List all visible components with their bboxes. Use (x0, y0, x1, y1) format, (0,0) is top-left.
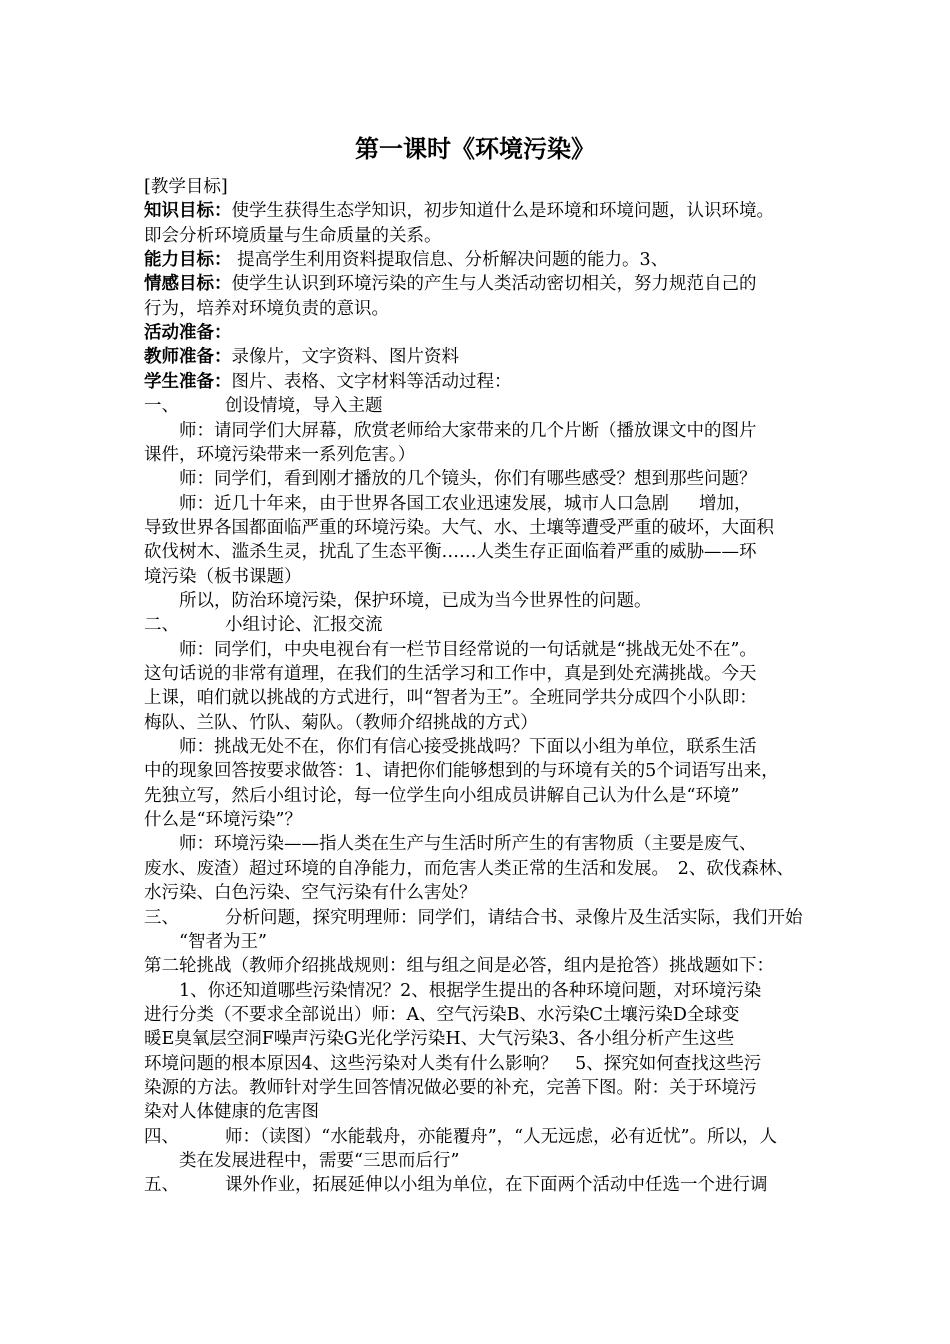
line-text: 导致世界各国都面临严重的环境污染。大气、水、土壤等遭受严重的破坏，大面积 (144, 517, 774, 538)
text-line (144, 1003, 824, 1027)
text-line (144, 857, 824, 881)
text-line (144, 1125, 824, 1149)
line-text: 第二轮挑战（教师介绍挑战规则：组与组之间是必答，组内是抢答）挑战题如下： (144, 956, 774, 977)
text-line (144, 906, 824, 930)
line-label: 能力目标： (144, 250, 232, 271)
line-text: 水污染、白色污染、空气污染有什么害处？ (144, 883, 477, 904)
text-line (144, 613, 824, 637)
line-text-continued: 师：（读图）“水能载舟，亦能覆舟”，“人无远虑，必有近忧”。所以，人 (225, 1126, 778, 1147)
line-text-continued: 课外作业，拓展延伸以小组为单位，在下面两个活动中任选一个进行调 (225, 1175, 768, 1196)
line-text: 二、 (144, 615, 179, 636)
line-text: 中的现象回答按要求做答：1、请把你们能够想到的与环境有关的5个词语写出来， (144, 761, 779, 782)
line-text: 师：环境污染——指人类在生产与生活时所产生的有害物质（主要是废气、 (144, 834, 757, 855)
line-text: 三、 (144, 907, 179, 928)
text-line (144, 784, 824, 808)
line-text-continued: 增加， (699, 493, 752, 514)
text-line (144, 540, 824, 564)
line-text: 使学生认识到环境污染的产生与人类活动密切相关，努力规范自己的 (231, 274, 757, 295)
text-line (144, 419, 824, 443)
text-line (144, 662, 824, 686)
line-text: “智者为王” (144, 931, 267, 952)
line-text: 暖E臭氧层空洞F噪声污染G光化学污染H、大气污染3、各小组分析产生这些 (144, 1029, 735, 1050)
line-text: 类在发展进程中，需要“三思而后行” (144, 1151, 460, 1171)
line-text-continued: 小组讨论、汇报交流 (225, 615, 383, 636)
line-text: 进行分类（不要求全部说出）师：A、空气污染B、水污染C土壤污染D全球变 (144, 1004, 740, 1025)
text-line (144, 321, 824, 345)
line-text: [教学目标] (144, 177, 228, 197)
text-line (144, 711, 824, 735)
text-line (144, 345, 824, 369)
text-line (144, 565, 824, 589)
line-text: 1、你还知道哪些污染情况？2、根据学生提出的各种环境问题，对环境污染 (144, 980, 762, 1001)
text-line (144, 686, 824, 710)
line-label: 学生准备： (144, 371, 232, 392)
line-text: 废水、废渣）超过环境的自净能力，而危害人类正常的生活和发展。 2、砍伐森林、 (144, 858, 794, 879)
text-line (144, 467, 824, 491)
text-line (144, 589, 824, 613)
text-line (144, 930, 824, 954)
text-line (144, 808, 824, 832)
text-line (144, 1052, 824, 1076)
text-line (144, 954, 824, 978)
line-text: 提高学生利用资料提取信息、分析解决问题的能力。3、 (231, 250, 669, 271)
document-title: 第一课时《环境污染》 (355, 134, 595, 163)
text-line (144, 1076, 824, 1100)
line-text: 课件，环境污染带来一系列危害。） (144, 444, 416, 465)
text-line (144, 224, 824, 248)
line-text: 师：同学们，中央电视台有一栏节目经常说的一句话就是“挑战无处不在”。 (144, 639, 757, 660)
line-label: 教师准备： (144, 347, 232, 368)
text-line (144, 175, 824, 199)
text-line (144, 979, 824, 1003)
text-line (144, 492, 824, 516)
line-text: 四、 (144, 1126, 179, 1147)
line-text: 录像片，文字资料、图片资料 (231, 347, 459, 368)
text-line (144, 248, 824, 272)
line-text: 上课，咱们就以挑战的方式进行，叫“智者为王”。全班同学共分成四个小队即： (144, 688, 757, 709)
line-label: 知识目标： (144, 201, 232, 222)
text-line (144, 370, 824, 394)
text-line (144, 443, 824, 467)
text-line (144, 1100, 824, 1124)
text-line (144, 1149, 824, 1173)
text-line (144, 199, 824, 223)
line-text: 染源的方法。教师针对学生回答情况做必要的补充，完善下图。附：关于环境污 (144, 1077, 757, 1098)
line-text-continued: 分析问题，探究明理师：同学们，请结合书、录像片及生活实际，我们开始 (225, 907, 803, 928)
text-line (144, 759, 824, 783)
line-label: 活动准备： (144, 323, 232, 344)
line-text: 这句话说的非常有道理，在我们的生活学习和工作中，真是到处充满挑战。今天 (144, 664, 757, 684)
line-text: 先独立写，然后小组讨论，每一位学生向小组成员讲解自己认为什么是“环境” (144, 785, 740, 806)
line-label: 情感目标： (144, 274, 232, 295)
line-text: 梅队、兰队、竹队、菊队。（教师介绍挑战的方式） (144, 712, 538, 733)
line-text: 什么是“环境污染”？ (144, 810, 302, 831)
text-line (144, 272, 824, 296)
line-text: 图片、表格、文字材料等活动过程： (231, 371, 512, 392)
line-text: 行为，培养对环境负责的意识。 (144, 298, 389, 319)
line-text: 即会分析环境质量与生命质量的关系。 (144, 225, 442, 246)
text-line (144, 881, 824, 905)
line-text: 境污染（板书课题） (144, 566, 302, 587)
line-text-continued: 创设情境，导入主题 (225, 396, 383, 417)
line-text: 一、 (144, 396, 179, 417)
text-line (144, 638, 824, 662)
text-line (144, 832, 824, 856)
text-line (144, 297, 824, 321)
text-line (144, 394, 824, 418)
line-text: 所以，防治环境污染，保护环境，已成为当今世界性的问题。 (144, 590, 652, 611)
line-text: 师：挑战无处不在，你们有信心接受挑战吗？下面以小组为单位，联系生活 (144, 737, 757, 758)
line-text: 师：请同学们大屏幕，欣赏老师给大家带来的几个片断（播放课文中的图片 (144, 420, 757, 441)
line-text: 染对人体健康的危害图 (144, 1102, 319, 1123)
text-line (144, 516, 824, 540)
text-line (144, 1173, 824, 1197)
text-line (144, 735, 824, 759)
text-line (144, 1027, 824, 1051)
line-text: 环境问题的根本原因4、这些污染对人类有什么影响？ 5、探究如何查找这些污 (144, 1053, 762, 1074)
line-text: 师：同学们，看到刚才播放的几个镜头，你们有哪些感受？想到那些问题？ (144, 469, 757, 490)
line-text: 砍伐树木、滥杀生灵，扰乱了生态平衡……人类生存正面临着严重的威胁——环 (144, 542, 757, 563)
line-text: 使学生获得生态学知识，初步知道什么是环境和环境问题，认识环境。 (231, 201, 774, 222)
line-text: 五、 (144, 1175, 179, 1196)
line-text: 师：近几十年来，由于世界各国工农业迅速发展，城市人口急剧 (144, 493, 669, 514)
